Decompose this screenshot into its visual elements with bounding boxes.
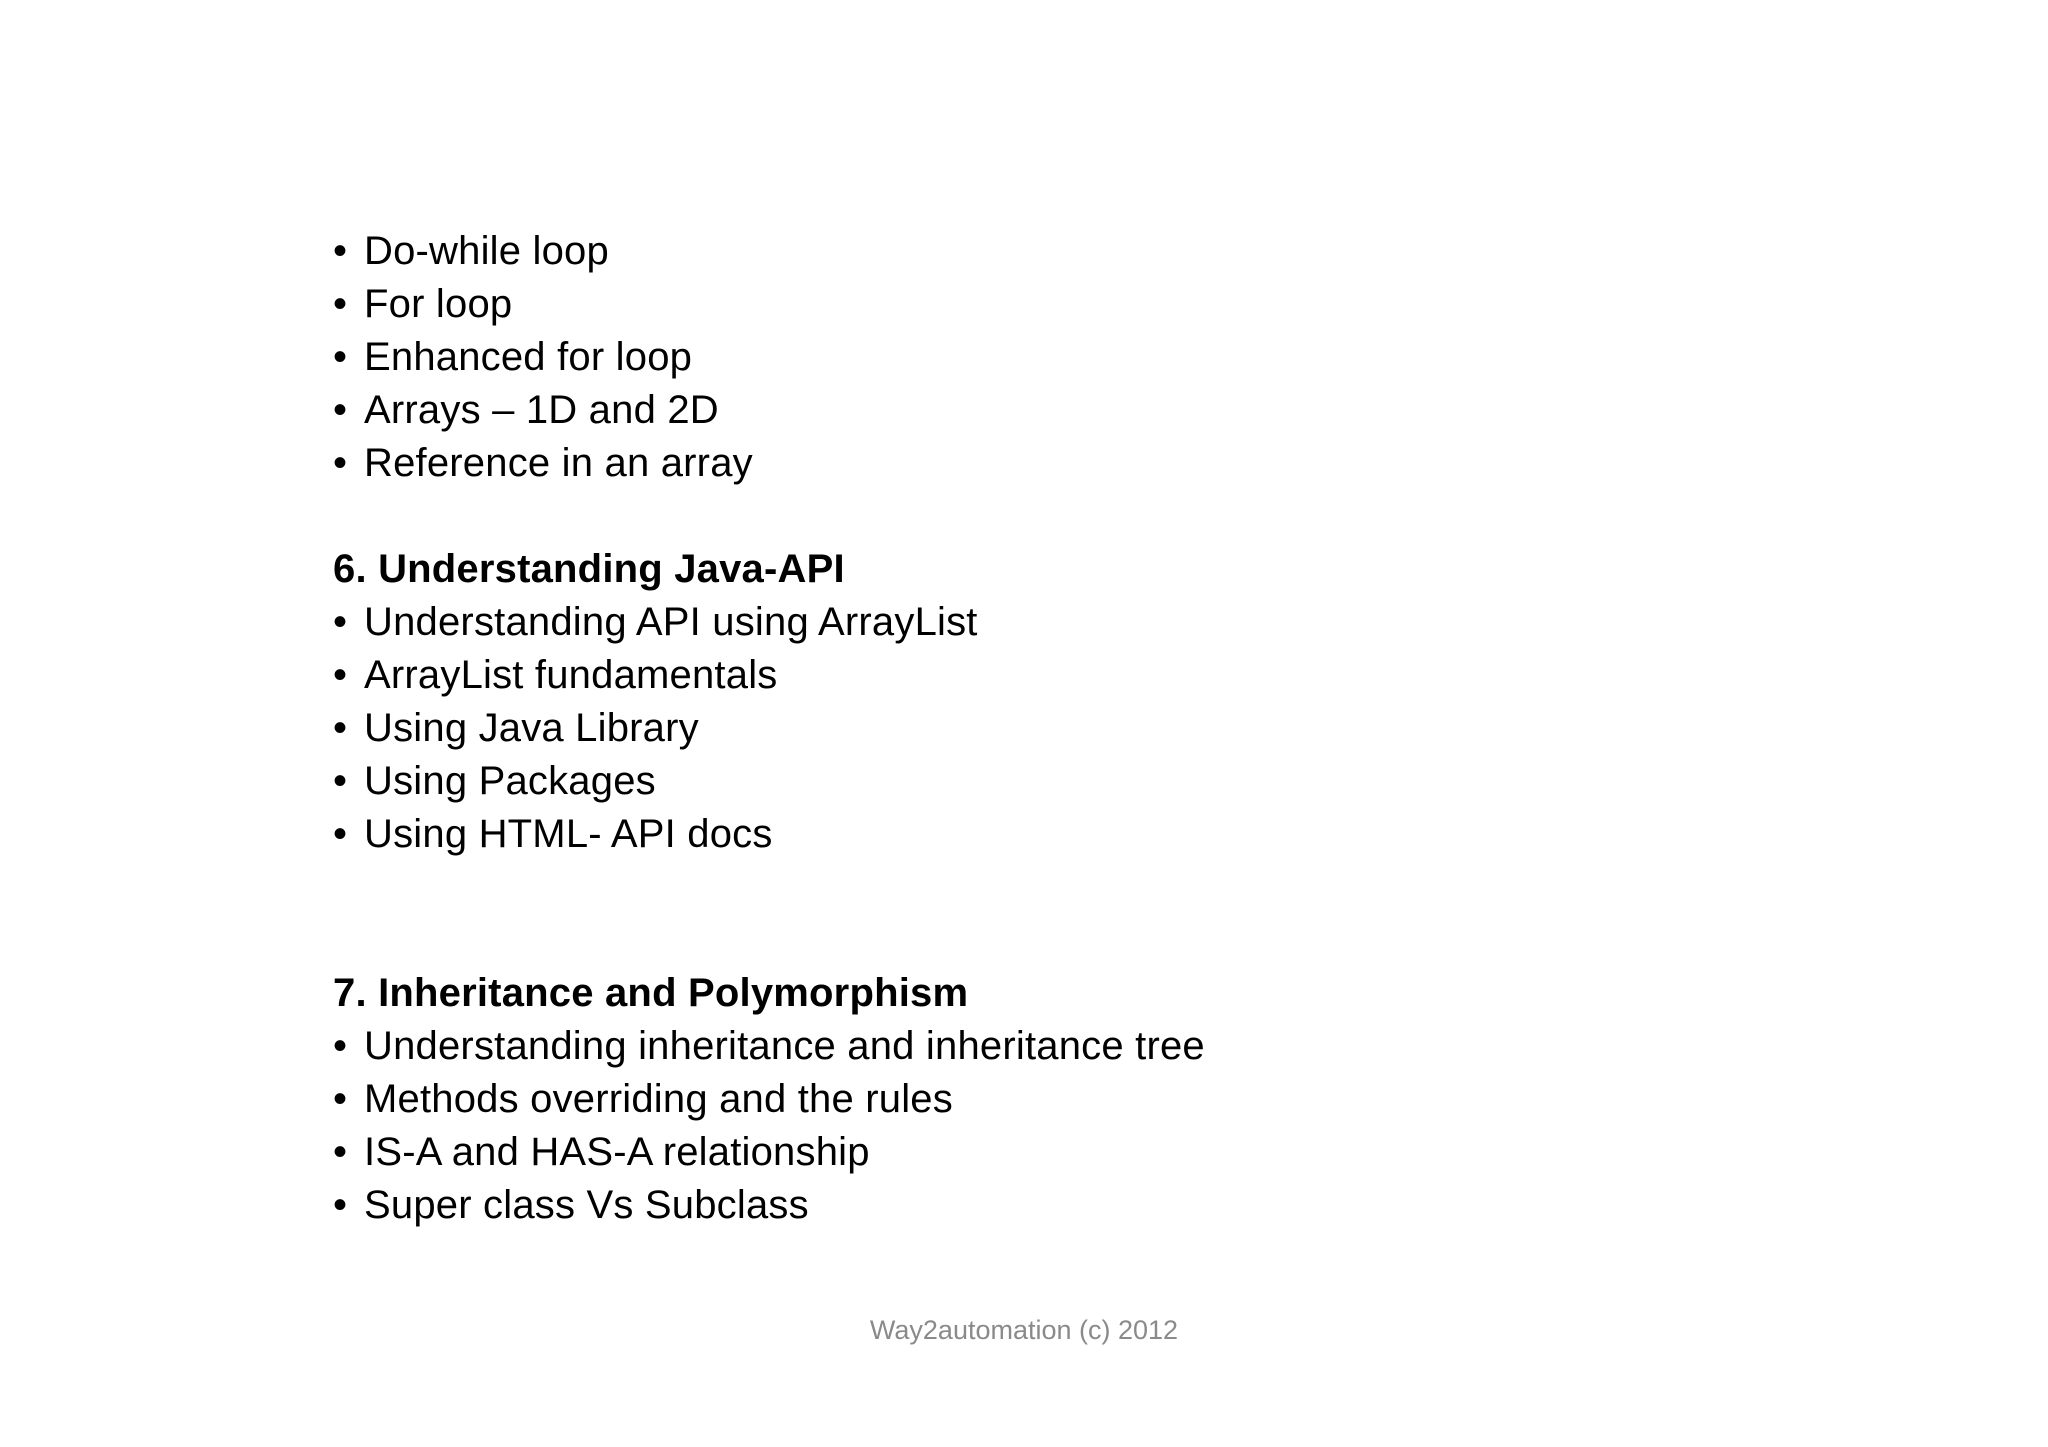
bullet-icon: •	[333, 388, 348, 432]
footer-copyright: Way2automation (c) 2012	[869, 1315, 1179, 1345]
bullet-icon: •	[333, 1077, 348, 1121]
list-item-text: ArrayList fundamentals	[364, 653, 778, 697]
list-item	[333, 808, 1833, 861]
bullet-icon: •	[333, 706, 348, 750]
list-item-text: Understanding inheritance and inheritance tree	[364, 1024, 1205, 1068]
list-item	[333, 1126, 1833, 1179]
list-item-text: Arrays – 1D and 2D	[364, 388, 719, 432]
list-item-text: Enhanced for loop	[364, 335, 693, 379]
bullet-icon: •	[333, 759, 348, 803]
list-item-text: Super class Vs Subclass	[364, 1183, 809, 1227]
bullet-icon: •	[333, 653, 348, 697]
bullet-icon: •	[333, 812, 348, 856]
list-item-text: Reference in an array	[364, 441, 753, 485]
list-item-text: Methods overriding and the rules	[364, 1077, 953, 1121]
bullet-icon: •	[333, 1130, 348, 1174]
list-item	[333, 225, 1833, 278]
list-item	[333, 437, 1833, 490]
list-item	[333, 384, 1833, 437]
list-item	[333, 755, 1833, 808]
list-item	[333, 596, 1833, 649]
list-item	[333, 331, 1833, 384]
list-item-text: Using Packages	[364, 759, 656, 803]
spacer	[333, 861, 1833, 967]
list-item	[333, 702, 1833, 755]
bullet-icon: •	[333, 1024, 348, 1068]
list-item-text: Using HTML- API docs	[364, 812, 773, 856]
list-item-text: Using Java Library	[364, 706, 699, 750]
bullet-icon: •	[333, 1183, 348, 1227]
slide-content	[333, 225, 1833, 1232]
section-heading: 7. Inheritance and Polymorphism	[333, 971, 969, 1015]
section-heading: 6. Understanding Java-API	[333, 547, 845, 591]
bullet-icon: •	[333, 600, 348, 644]
bullet-icon: •	[333, 335, 348, 379]
list-item	[333, 278, 1833, 331]
list-item-text: Understanding API using ArrayList	[364, 600, 978, 644]
list-item-text: For loop	[364, 282, 513, 326]
list-item	[333, 649, 1833, 702]
spacer	[333, 490, 1833, 543]
list-item	[333, 1179, 1833, 1232]
list-item-text: Do-while loop	[364, 229, 609, 273]
bullet-icon: •	[333, 229, 348, 273]
list-item-text: IS-A and HAS-A relationship	[364, 1130, 870, 1174]
list-item	[333, 1073, 1833, 1126]
list-item	[333, 1020, 1833, 1073]
bullet-icon: •	[333, 282, 348, 326]
bullet-icon: •	[333, 441, 348, 485]
